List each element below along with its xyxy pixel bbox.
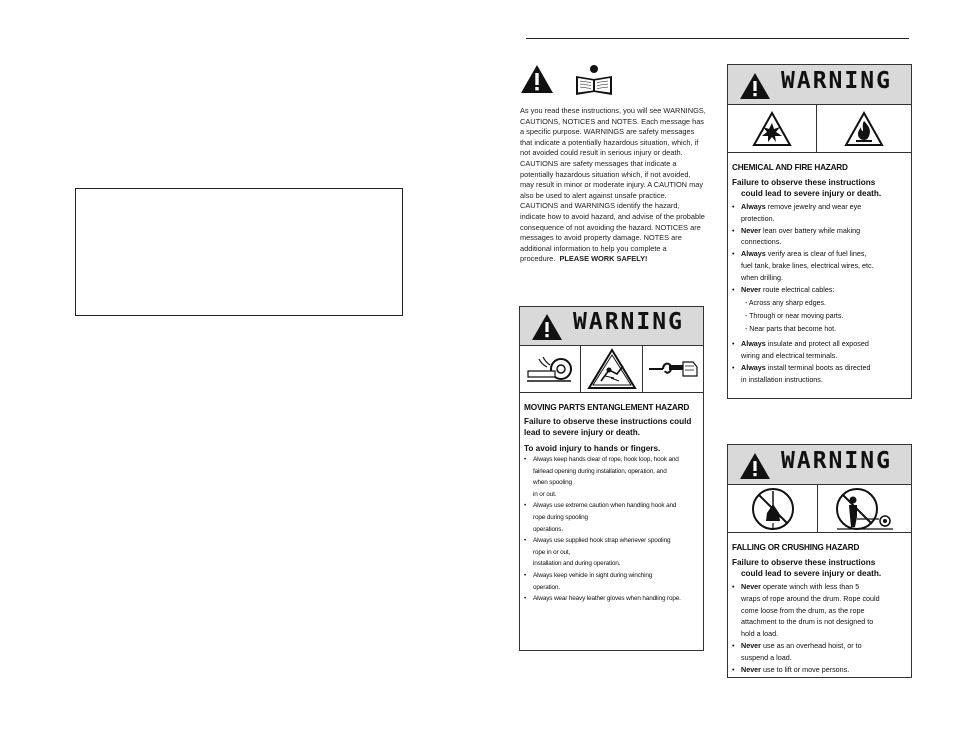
no-overhead-hoist-icon [751,487,795,531]
failure-statement: Failure to observe these instructions could lead to severe injury or death. [524,417,692,437]
work-safely-emphasis: PLEASE WORK SAFELY! [559,254,648,264]
chemical-fire-warning [727,64,912,399]
chemical-instruction-list-2 [732,338,907,385]
failure-statement: Failure to observe these instructions could lead to severe injury or death. [732,558,882,578]
hazard-heading: MOVING PARTS ENTANGLEMENT HAZARD [524,402,690,412]
pictogram-row [728,105,911,153]
list-item: • Always wear heavy leather gloves when handling rope. [524,593,699,605]
explosion-icon [752,111,792,147]
warning-header [520,307,703,346]
list-item: • Never route electrical cables: [732,284,907,296]
list-item: • Never use as an overhead hoist, or to suspend a load. [732,640,907,664]
list-item: • Always use supplied hook strap whenever spooling rope in or out, installation and during operation. [524,535,699,570]
warning-title: WARNING [781,448,892,474]
pictogram-row [728,485,911,533]
intro-icons [520,64,620,96]
intro-paragraph: As you read these instructions, you will see WARNINGS, CAUTIONS, NOTICES and NOTES. Each message has a specific purpose. WARNINGS are safety messages that indicate a potentially hazardous situation, which, if not avoided could result in serious injury or death. CAUTIONS are safety messages that indicate a potentially hazardous situation which, if not avoided, may result in minor or moderate injury. A CAUTION may also be used to alert against unsafe practice. CAUTIONS and WARNINGS identify the hazard, indicate how to avoid hazard, and advise of the probable consequence of not avoiding the hazard. NOTICES are messages to avoid property damage. NOTES are additional information to help you complete a procedure. PLEASE WORK SAFELY! [520,106,706,264]
list-item: • Always insulate and protect all exposed wiring and electrical terminals. [732,338,907,362]
falling-crushing-warning [727,444,912,678]
blank-frame [75,188,403,316]
hazard-heading: FALLING OR CRUSHING HAZARD [732,543,860,552]
warning-title: WARNING [781,68,892,94]
list-item: • Always remove jewelry and wear eye protection. [732,201,907,225]
avoid-statement: To avoid injury to hands or fingers. [524,444,661,453]
header-rule [526,38,909,39]
warning-triangle-icon [739,72,771,100]
list-item: • Always keep hands clear of rope, hook loop, hook and fairlead opening during installation, operation, and when spooling in or out. [524,454,699,500]
warning-header [728,65,911,105]
pictogram-row [520,346,703,393]
hand-entanglement-icon [525,349,575,389]
moving-parts-warning [519,306,704,651]
hook-strap-icon [647,354,699,384]
winch-caution-icon [587,348,637,390]
warning-triangle-icon [739,452,771,480]
list-item: • Always install terminal boots as directed in installation instructions. [732,362,907,386]
chemical-instruction-list [732,201,907,295]
list-item: • Never lean over battery while making connections. [732,225,907,249]
warning-title: WARNING [573,309,684,335]
flammable-icon [844,111,884,147]
warning-triangle-icon [531,313,563,341]
warning-header [728,445,911,485]
list-item: • Never operate winch with less than 5 wraps of rope around the drum. Rope could come loose from the drum, as the rope attachment to the drum is not designed to hold a load. [732,581,907,640]
list-item: • Always verify area is clear of fuel lines, fuel tank, brake lines, electrical wires, etc. when drilling. [732,248,907,283]
list-item: • Always keep vehicle in sight during winching operation. [524,570,699,593]
list-item: • Always use extreme caution when handling hook and rope during spooling operations. [524,500,699,535]
cable-route-sublist: - Across any sharp edges. - Through or near moving parts. - Near parts that become hot. [745,300,844,334]
warning-triangle-icon [521,65,553,93]
hazard-heading: CHEMICAL AND FIRE HAZARD [732,163,848,172]
no-lifting-persons-icon [835,487,895,531]
reading-manual-icon [576,65,612,95]
falling-instruction-list [732,581,907,675]
moving-instruction-list [524,454,699,605]
list-item: • Never use to lift or move persons. [732,664,907,676]
failure-statement: Failure to observe these instructions could lead to severe injury or death. [732,178,882,198]
